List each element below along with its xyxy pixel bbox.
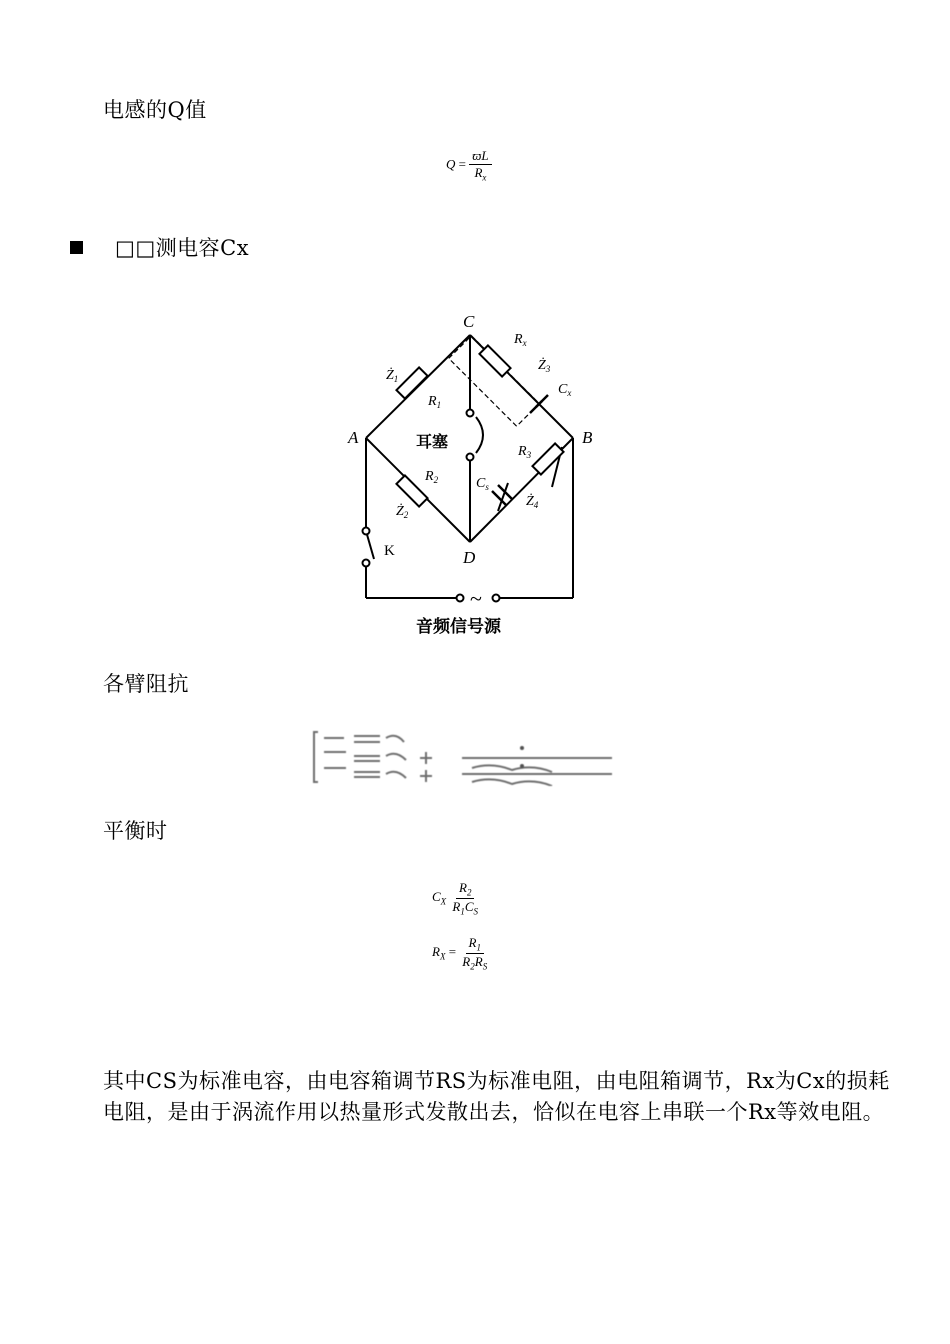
bridge-circuit-diagram [330, 305, 610, 649]
earphone-arc [476, 417, 483, 453]
cx-formula-denominator: $R_1C_S$ [452, 898, 479, 917]
q-value-heading: 电感的Q值 [103, 98, 207, 122]
r2-resistor [396, 475, 427, 506]
z2-label: $Ż_2$ [396, 504, 409, 520]
capacitance-heading-text: 测电容Cx [155, 236, 250, 260]
earphone-bottom-terminal [467, 454, 474, 461]
q-formula-den-sub: x [482, 172, 487, 183]
r1-label: $R_1$ [428, 394, 442, 410]
z3-label: $Ż_3$ [538, 358, 551, 374]
source-tilde-icon: ~ [470, 586, 482, 611]
capacitance-heading [115, 234, 249, 263]
cs-capacitor-plate-2 [498, 485, 512, 499]
r2-label: $R_2$ [425, 469, 439, 485]
earphone-label: 耳塞 [416, 434, 449, 451]
explanation-paragraph: 其中CS为标准电容，由电容箱调节RS为标准电阻，由电阻箱调节，Rx为Cx的损耗电阻，是由于涡流作用以热量形式发散出去，恰似在电容上串联一个Rx等效电阻。 [103, 1069, 890, 1124]
switch-k-top-terminal [363, 528, 370, 535]
cx-formula-numerator: $R_2$ [456, 880, 474, 899]
bullet-square-icon [70, 241, 83, 254]
cx-formula-lhs: $C_X$ [432, 889, 447, 907]
node-a-label: A [348, 428, 359, 447]
arm-impedance-equations-image [312, 728, 624, 790]
source-right-terminal [493, 595, 500, 602]
balance-heading: 平衡时 [103, 819, 168, 843]
rx-formula-eq: = [448, 944, 457, 960]
switch-k-label: K [384, 543, 395, 559]
q-formula-den-main: R [474, 165, 483, 180]
node-c-label: C [463, 312, 475, 331]
arm-impedance-heading: 各臂阻抗 [103, 672, 189, 696]
q-formula-eq: = [458, 156, 466, 172]
node-b-label: B [582, 428, 593, 447]
rx-label: $R_x$ [514, 332, 527, 348]
rx-resistor [479, 345, 510, 376]
z1-label: $Ż_1$ [386, 368, 399, 384]
r3-label: $R_3$ [518, 444, 532, 460]
rx-balance-formula [432, 935, 490, 971]
bridge-circuit-svg [330, 305, 610, 645]
earphone-top-terminal [467, 410, 474, 417]
q-formula-numerator: ϖL [469, 148, 491, 165]
source-left-terminal [457, 595, 464, 602]
cs-label: $C_s$ [476, 476, 489, 492]
q-formula-fraction [469, 148, 491, 183]
q-formula-denominator [471, 165, 489, 183]
capacitance-heading-glyph-boxes: □□ [115, 236, 156, 260]
z3-dashed-box [449, 336, 540, 427]
source-label: 音频信号源 [416, 617, 501, 636]
node-d-label: D [463, 548, 476, 567]
q-formula [446, 148, 492, 183]
rx-formula-denominator: $R_2R_S$ [462, 953, 488, 972]
cx-balance-formula [432, 880, 481, 916]
rx-formula-lhs: $R_X$ [432, 944, 446, 962]
cx-capacitor-plate-2 [536, 395, 548, 407]
z4-label: $Ż_4$ [526, 494, 539, 510]
q-formula-lhs: Q [446, 156, 456, 172]
cx-formula-fraction [449, 880, 481, 916]
switch-k-bottom-terminal [363, 560, 370, 567]
cx-top-label: $C_x$ [558, 382, 572, 398]
rx-formula-fraction [459, 935, 490, 971]
rx-formula-numerator: $R_1$ [466, 935, 484, 954]
